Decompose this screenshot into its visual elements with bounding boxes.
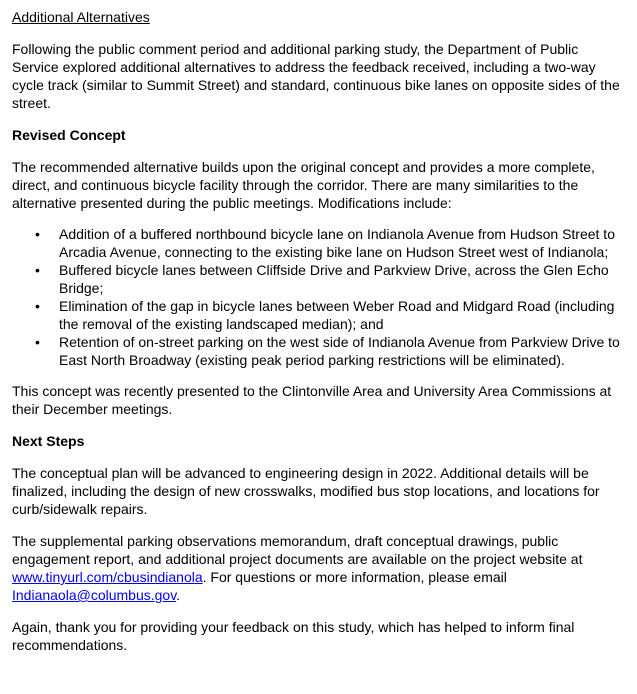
bullet-icon: •	[35, 262, 40, 278]
heading-next-steps: Next Steps	[12, 433, 85, 449]
modifications-list	[12, 225, 625, 369]
list-item	[12, 261, 625, 297]
list-item-text: Elimination of the gap in bicycle lanes between Weber Road and Midgard Road (including the removal of the existing landscaped median); and	[59, 298, 615, 332]
paragraph-documents-middle: . For questions or more information, please email	[202, 569, 507, 585]
heading-additional-alternatives: Additional Alternatives	[12, 9, 150, 25]
bullet-icon: •	[35, 226, 40, 242]
heading-revised-concept: Revised Concept	[12, 127, 126, 143]
paragraph-thank-you: Again, thank you for providing your feedback on this study, which has helped to inform final recommendations.	[12, 619, 575, 653]
paragraph-concept-presented: This concept was recently presented to the Clintonville Area and University Area Commissions at their December meetings.	[12, 383, 612, 417]
list-item	[12, 225, 625, 261]
paragraph-alternatives: Following the public comment period and additional parking study, the Department of Public Service explored additional alternatives to address the feedback received, including a two-way cycle track (similar to Summit Street) and standard, continuous bike lanes on opposite sides of the street.	[12, 41, 620, 111]
list-item-text: Buffered bicycle lanes between Cliffside Drive and Parkview Drive, across the Glen Echo Bridge;	[59, 262, 609, 296]
paragraph-revised-intro: The recommended alternative builds upon the original concept and provides a more complete, direct, and continuous bicycle facility through the corridor. There are many similarities to the alternative presented during the public meetings. Modifications include:	[12, 159, 595, 211]
paragraph-next-steps: The conceptual plan will be advanced to engineering design in 2022. Additional details will be finalized, including the design of new crosswalks, modified bus stop locations, and locations for curb/sidewalk repairs.	[12, 465, 600, 517]
bullet-icon: •	[35, 298, 40, 314]
website-link[interactable]: www.tinyurl.com/cbusindianola	[12, 569, 203, 585]
paragraph-documents	[12, 532, 625, 604]
paragraph-documents-text: The supplemental parking observations memorandum, draft conceptual drawings, public engagement report, and additional project documents are available on the project website at	[12, 533, 583, 567]
paragraph-documents-end: .	[176, 587, 181, 603]
email-link[interactable]: Indianaola@columbus.gov	[12, 587, 177, 603]
list-item	[12, 297, 625, 333]
list-item	[12, 333, 625, 369]
list-item-text: Retention of on-street parking on the west side of Indianola Avenue from Parkview Drive to East North Broadway (existing peak period parking restrictions will be eliminated).	[59, 334, 620, 368]
bullet-icon: •	[35, 334, 40, 350]
list-item-text: Addition of a buffered northbound bicycle lane on Indianola Avenue from Hudson Street to Arcadia Avenue, connecting to the existing bike lane on Hudson Street west of Indianola;	[59, 226, 615, 260]
